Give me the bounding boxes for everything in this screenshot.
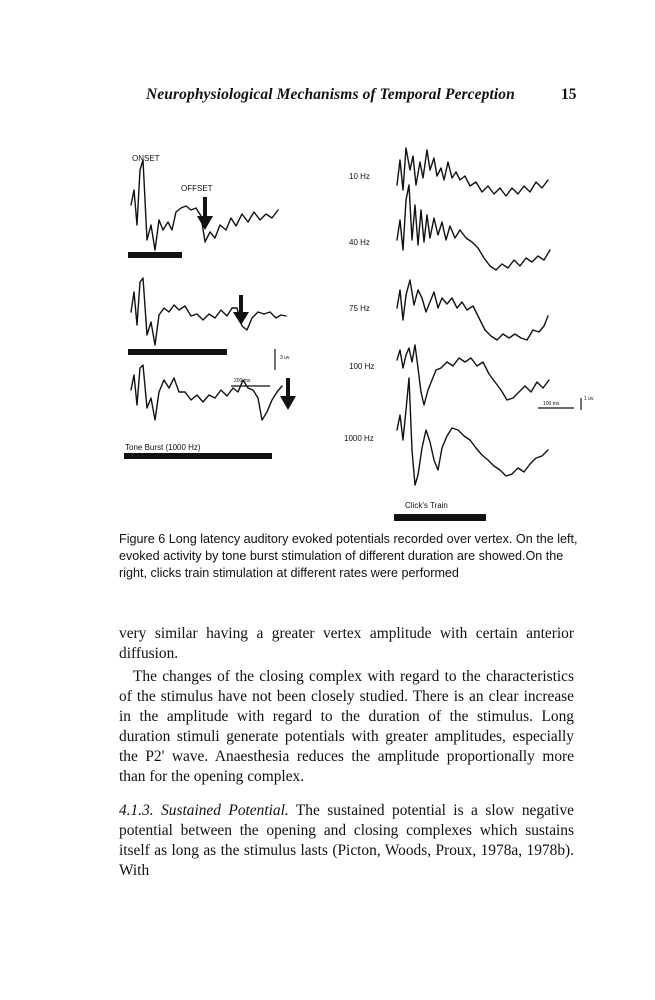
section-title: Sustained Potential. bbox=[161, 802, 289, 819]
section-number: 4.1.3. bbox=[119, 802, 154, 819]
section-text: The sustained potential is a slow negative potential between the opening and closing complexes which sustains itself as long as the stimulus lasts (Picton, Woods, Proux, 1978a, 1978b). With bbox=[119, 802, 574, 879]
click-trace-40hz bbox=[397, 185, 550, 270]
figure-caption bbox=[119, 531, 579, 582]
caption-number: Figure 6 bbox=[119, 532, 166, 546]
figure-6 bbox=[0, 130, 655, 530]
amp-scale-left: 3 uv bbox=[280, 355, 290, 361]
tone-trace-3 bbox=[131, 365, 282, 420]
offset-label: OFFSET bbox=[181, 184, 213, 193]
click-trace-10hz bbox=[397, 148, 548, 196]
page-number: 15 bbox=[561, 86, 577, 103]
running-title: Neurophysiological Mechanisms of Temporal Perception bbox=[146, 86, 515, 103]
rate-40hz: 40 Hz bbox=[349, 238, 370, 247]
paragraph-1: very similar having a greater vertex amplitude with certain anterior diffusion. bbox=[119, 625, 574, 662]
onset-label: ONSET bbox=[132, 154, 160, 163]
amp-scale-right: 1 uv bbox=[584, 396, 594, 402]
clicks-train-label: Click's Train bbox=[405, 501, 448, 510]
rate-75hz: 75 Hz bbox=[349, 304, 370, 313]
paragraph-3 bbox=[119, 801, 574, 881]
paragraph-2: The changes of the closing complex with regard to the characteristics of the stimulus have not been closely studied. There is an clear increase in the amplitude with regard to the duration of the stimulus. Long duration stimuli generate potentials with greater amplitudes, especially the P2' wave. Anaesthesia reduces the amplitude proportionally more than for the opening complex. bbox=[119, 668, 574, 785]
rate-1000hz: 1000 Hz bbox=[344, 434, 374, 443]
click-trace-100hz bbox=[397, 345, 549, 405]
caption-text: Long latency auditory evoked potentials recorded over vertex. On the left, evoked activity by tone burst stimulation of different duration are showed.On the right, clicks train stimulation at different rates were performed bbox=[119, 532, 578, 580]
time-scale-right: 100 ms bbox=[543, 401, 560, 407]
tone-burst-label: Tone Burst (1000 Hz) bbox=[125, 443, 201, 452]
rate-10hz: 10 Hz bbox=[349, 172, 370, 181]
rate-100hz: 100 Hz bbox=[349, 362, 375, 371]
running-head bbox=[0, 86, 655, 108]
click-trace-1000hz bbox=[397, 378, 548, 485]
waveform-figure bbox=[0, 130, 655, 530]
tone-trace-2 bbox=[131, 278, 286, 345]
time-scale-left: 200 ms bbox=[234, 378, 251, 384]
click-trace-75hz bbox=[397, 280, 548, 340]
